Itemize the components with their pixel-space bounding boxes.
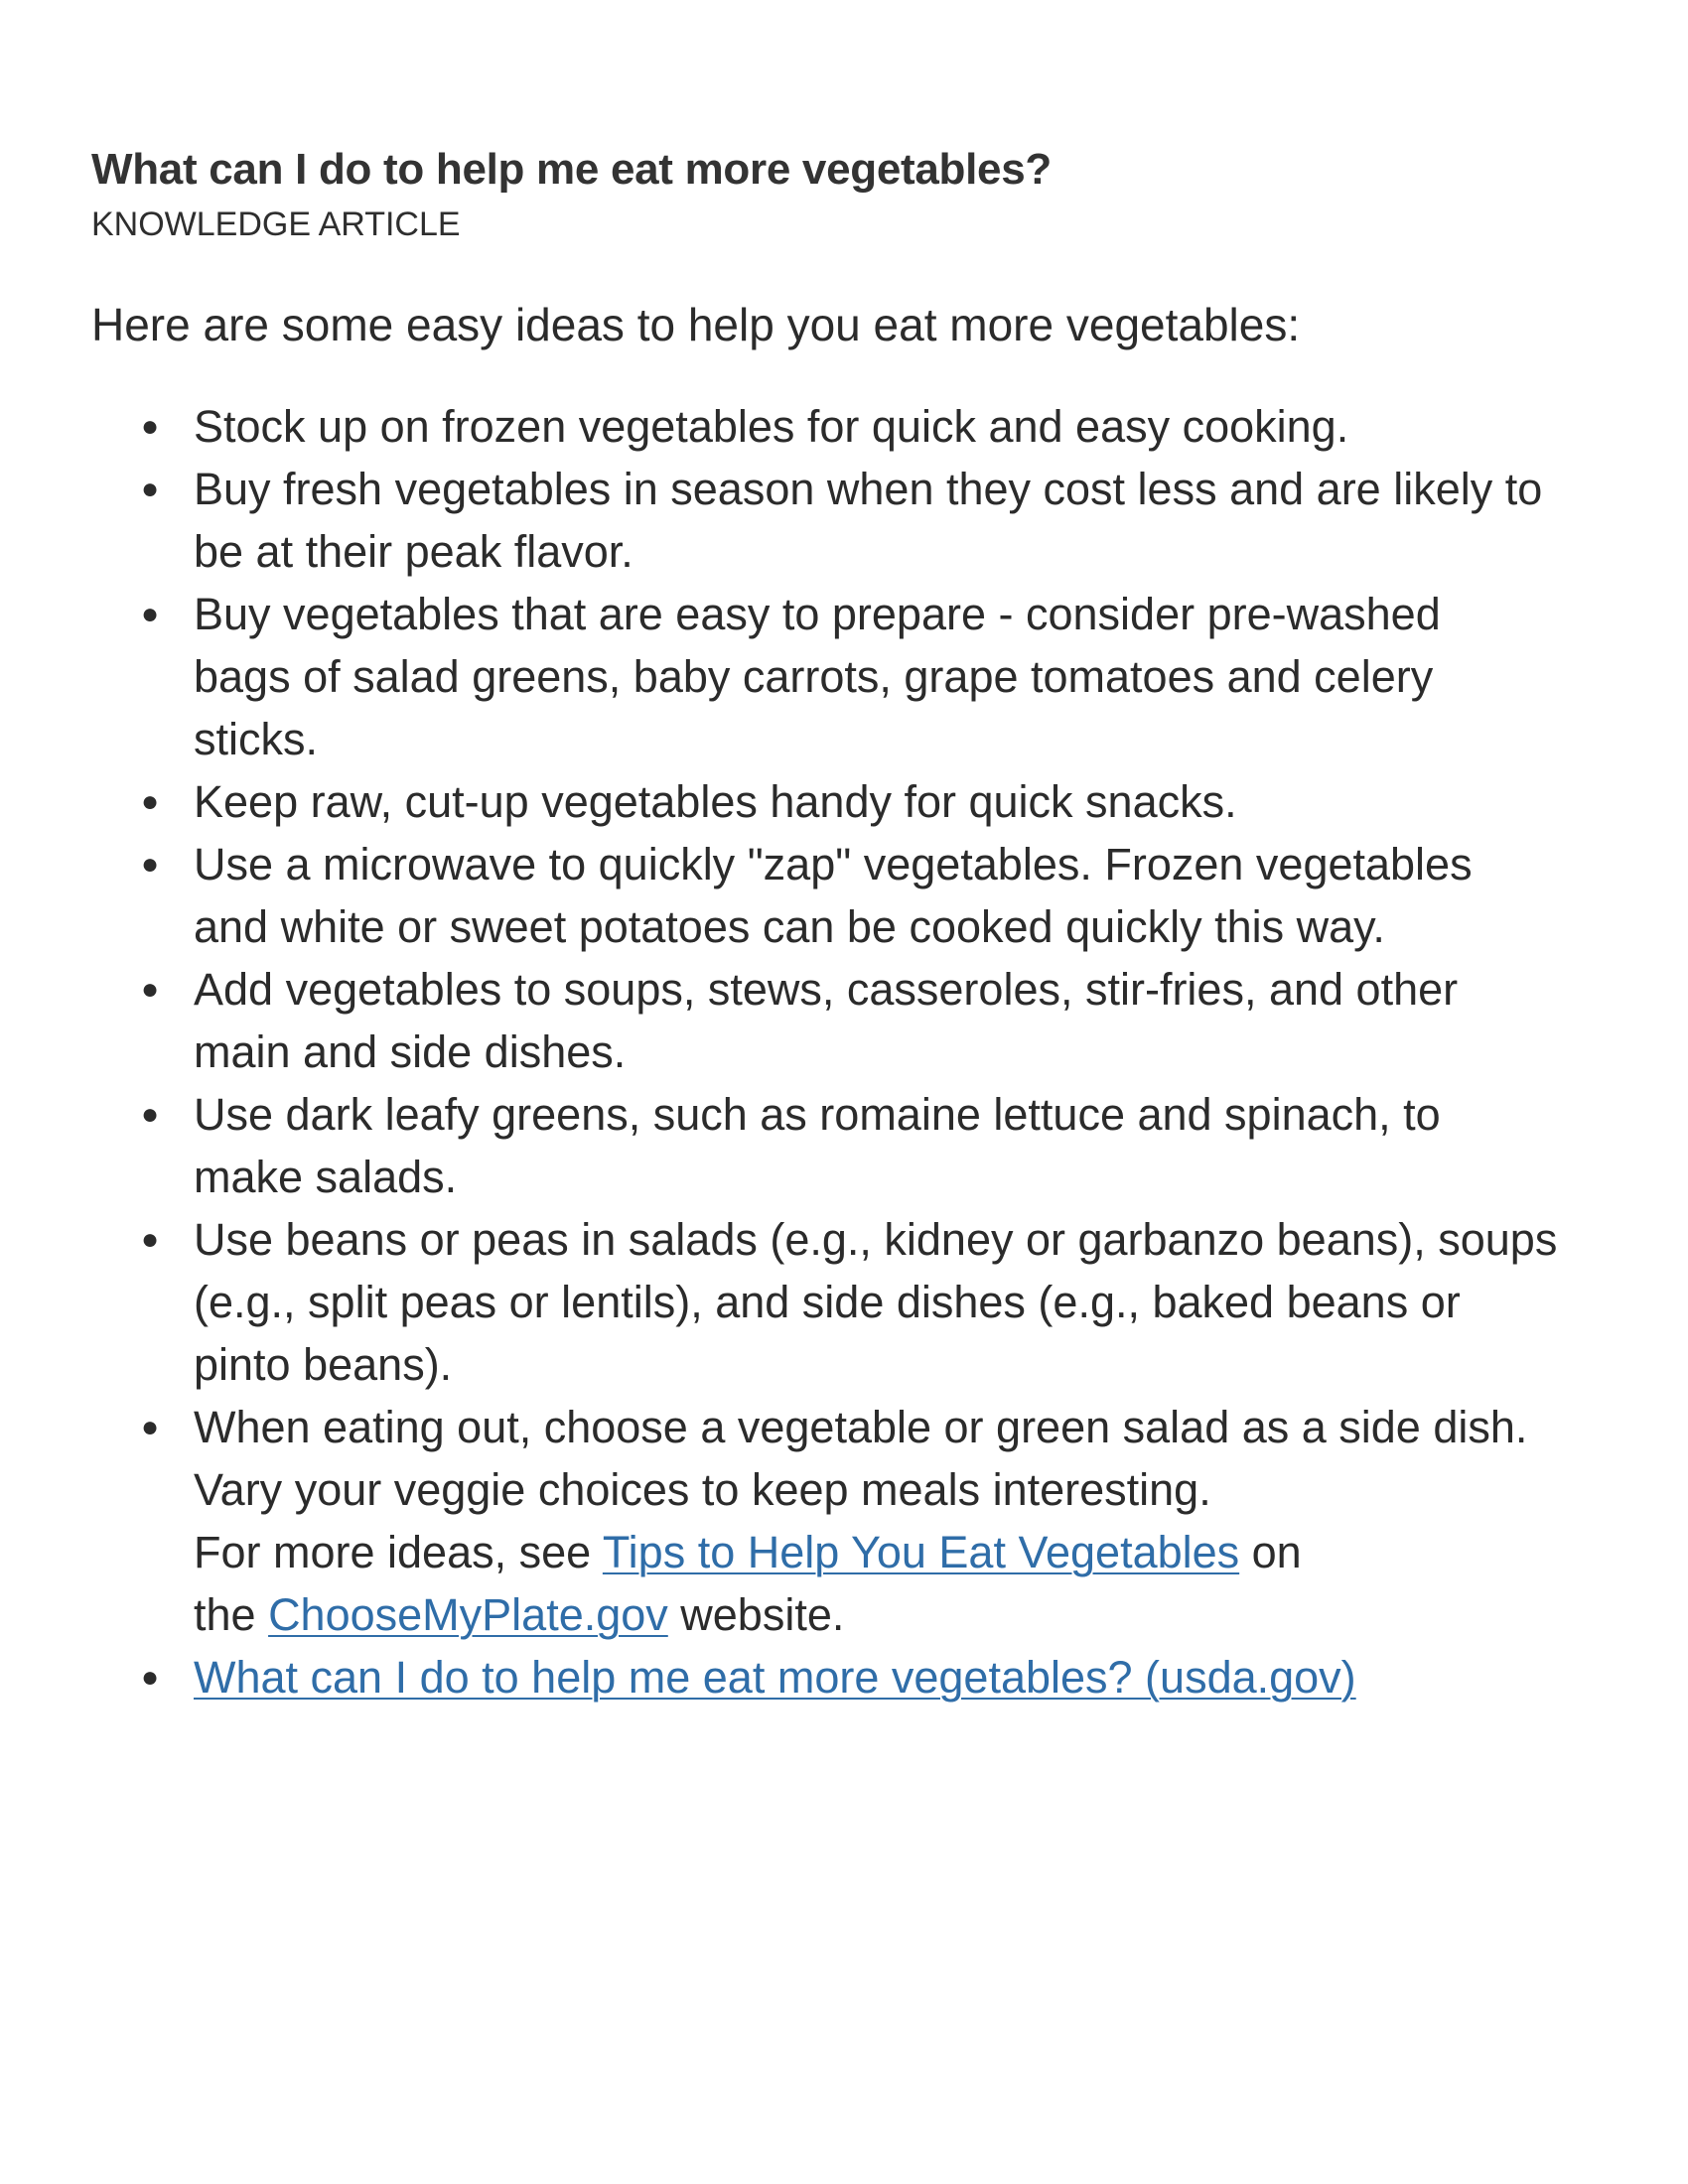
usda-source-link[interactable]: What can I do to help me eat more vegetables? (usda.gov) [194,1652,1356,1703]
list-item [137,458,1626,583]
list-item-text [194,1646,1626,1708]
list-item-text: Buy fresh vegetables in season when they cost less and are likely to be at their peak flavor. [194,464,1543,577]
bullet-icon: ● [141,1411,160,1443]
bullet-icon: ● [141,473,160,505]
list-item [137,958,1626,1083]
tips-list [137,395,1626,1708]
bullet-icon: ● [141,1661,160,1694]
bullet-icon: ● [141,598,160,630]
list-item [137,583,1626,770]
list-item [137,1208,1626,1396]
list-item [137,1396,1626,1646]
bullet-icon: ● [141,410,160,443]
bullet-icon: ● [141,1223,160,1256]
list-item-text: Use beans or peas in salads (e.g., kidney or garbanzo beans), soups (e.g., split peas or lentils), and side dishes (e.g., baked beans or pinto beans). [194,1214,1558,1390]
list-item-text: Buy vegetables that are easy to prepare - consider pre-washed bags of salad greens, baby carrots, grape tomatoes and celery sticks. [194,589,1441,764]
list-item-text: Add vegetables to soups, stews, casseroles, stir-fries, and other main and side dishes. [194,964,1459,1077]
bullet-icon: ● [141,848,160,881]
list-item-text: Stock up on frozen vegetables for quick and easy cooking. [194,401,1349,452]
list-item [137,395,1626,458]
choosemyplate-link[interactable]: ChooseMyPlate.gov [268,1589,668,1640]
bullet-icon: ● [141,973,160,1006]
list-item [137,1083,1626,1208]
article-title: What can I do to help me eat more vegetables? [91,145,1052,194]
article-intro: Here are some easy ideas to help you eat more vegetables: [91,299,1301,350]
list-item-text: Use a microwave to quickly "zap" vegetables. Frozen vegetables and white or sweet potatoes can be cooked quickly this way. [194,839,1473,952]
list-item-text: Keep raw, cut-up vegetables handy for quick snacks. [194,776,1237,827]
bullet-icon: ● [141,1098,160,1131]
list-item-text: When eating out, choose a vegetable or green salad as a side dish. Vary your veggie choices to keep meals interesting. For more ideas, see Tips to Help You Eat Vegetables on the ChooseMyPlate.gov website. [194,1396,1626,1646]
bullet-icon: ● [141,785,160,818]
list-item [137,1646,1626,1708]
more-ideas-line: For more ideas, see Tips to Help You Eat Vegetables on [194,1527,1302,1577]
list-item-text: Use dark leafy greens, such as romaine lettuce and spinach, to make salads. [194,1089,1441,1202]
tips-vegetables-link[interactable]: Tips to Help You Eat Vegetables [602,1527,1240,1577]
more-ideas-line-2: the ChooseMyPlate.gov website. [194,1589,845,1640]
list-item [137,833,1626,958]
article-type-label: KNOWLEDGE ARTICLE [91,205,461,243]
list-item [137,770,1626,833]
